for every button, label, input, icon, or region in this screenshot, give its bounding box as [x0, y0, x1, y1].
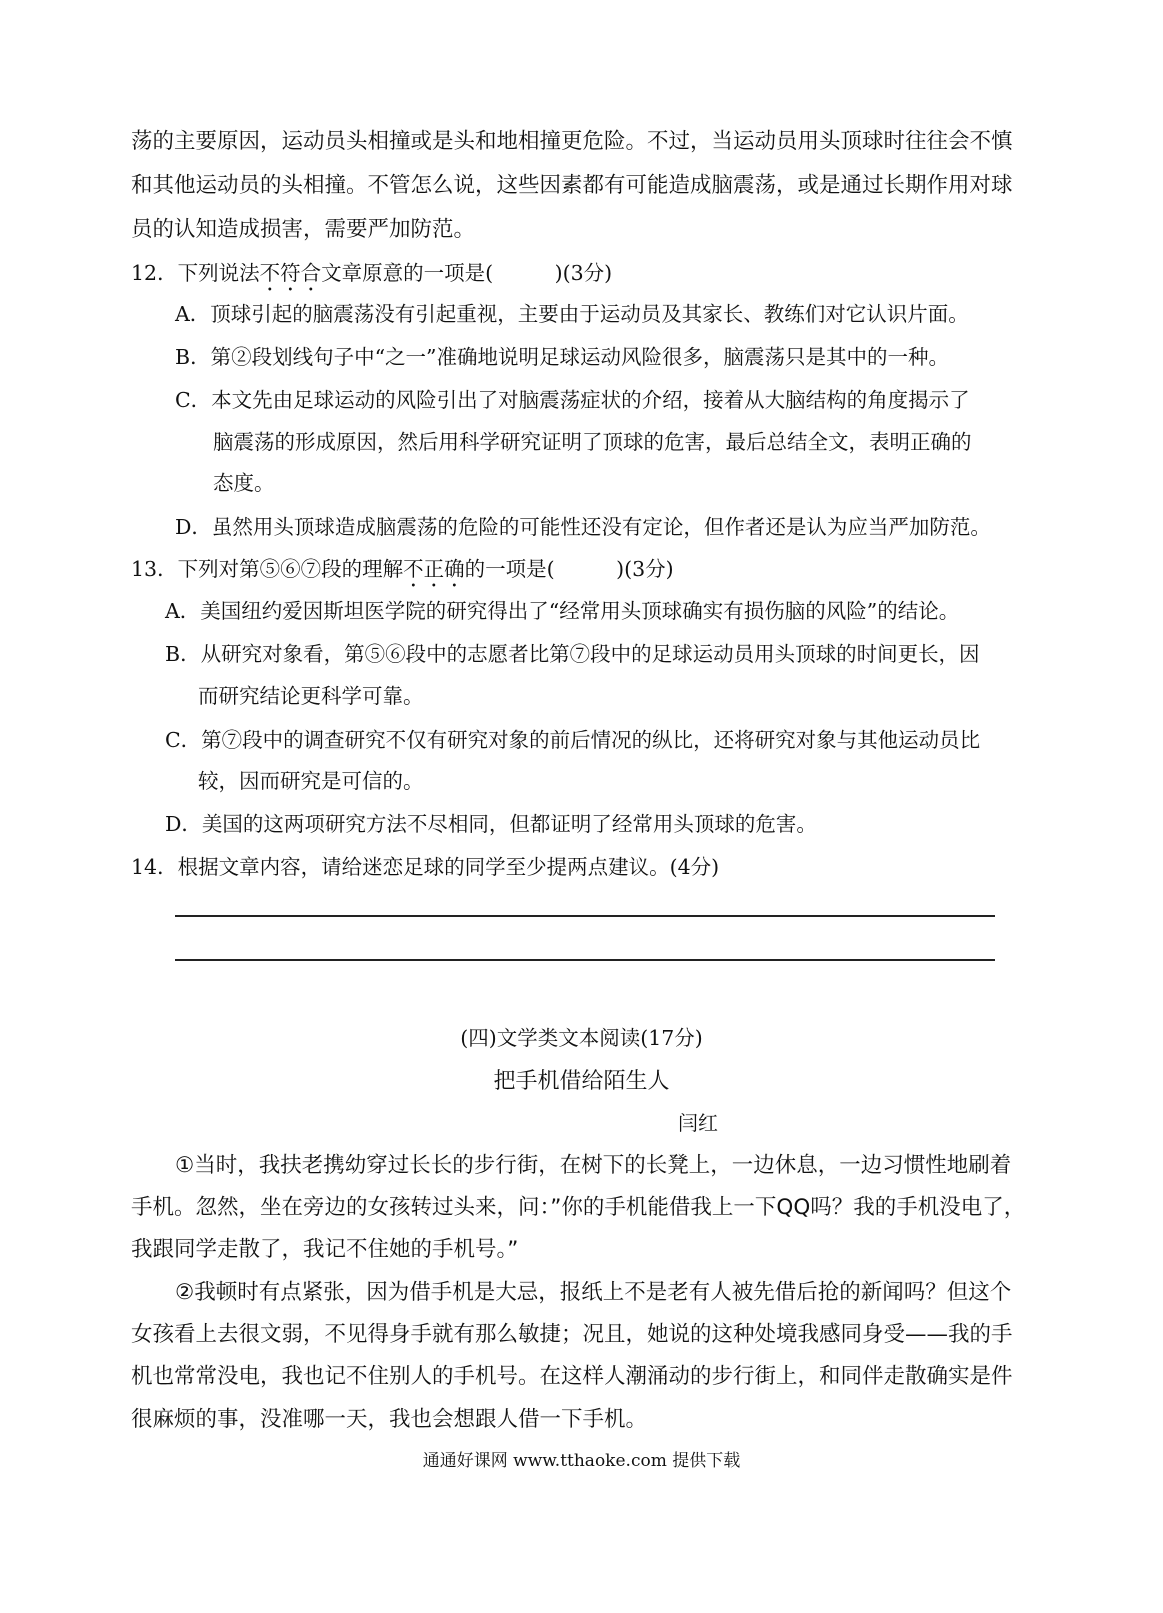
- question-12-stem: [131, 259, 612, 296]
- answer-line-1[interactable]: [175, 915, 995, 917]
- q13-option-a: A．美国纽约爱因斯坦医学院的研究得出了“经常用头顶球确实有损伤脑的风险”的结论。: [165, 599, 960, 623]
- q12-option-c-line3: 态度。: [213, 471, 275, 495]
- q13-option-c-line2: 较，因而研究是可信的。: [198, 769, 424, 793]
- para1-line-2: 手机。忽然，坐在旁边的女孩转过头来，问：”你的手机能借我上一下QQ吗？我的手机没电了，: [131, 1195, 1026, 1220]
- para1-line-1: ①当时，我扶老携幼穿过长长的步行街，在树下的长凳上，一边休息，一边习惯性地刷着: [175, 1153, 1012, 1178]
- q13-option-b-line1: B．从研究对象看，第⑤⑥段中的志愿者比第⑦段中的足球运动员用头顶球的时间更长，因: [165, 642, 980, 666]
- passage-line-3: 员的认知造成损害，需要严加防范。: [131, 217, 476, 242]
- q12-suffix: 文章原意的一项是( )(3分): [321, 261, 613, 285]
- q12-option-a: A．顶球引起的脑震荡没有引起重视，主要由于运动员及其家长、教练们对它认识片面。: [175, 302, 969, 326]
- q13-emphasis: 不正确: [403, 557, 465, 581]
- q12-option-c-line2: 脑震荡的形成原因，然后用科学研究证明了顶球的危害，最后总结全文，表明正确的: [213, 430, 972, 454]
- q13-suffix: 的一项是( )(3分): [464, 557, 674, 581]
- page-footer: 通通好课网 www.tthaoke.com 提供下载: [422, 1451, 741, 1471]
- para2-line-2: 女孩看上去很文弱，不见得身手就有那么敏捷；况且，她说的这种处境我感同身受——我的手: [131, 1322, 1013, 1347]
- article-author: 闫红: [678, 1111, 718, 1135]
- q12-prefix: 12．下列说法: [131, 261, 260, 285]
- question-14: 14．根据文章内容，请给迷恋足球的同学至少提两点建议。(4分): [131, 855, 720, 879]
- q12-option-d: D．虽然用头顶球造成脑震荡的危险的可能性还没有定论，但作者还是认为应当严加防范。: [175, 515, 991, 539]
- q12-emphasis: 不符合: [259, 261, 322, 285]
- question-13-stem: [131, 555, 674, 592]
- passage-line-2: 和其他运动员的头相撞。不管怎么说，这些因素都有可能造成脑震荡，或是通过长期作用对球: [131, 173, 1013, 198]
- q12-option-c-line1: C．本文先由足球运动的风险引出了对脑震荡症状的介绍，接着从大脑结构的角度揭示了: [175, 388, 970, 412]
- q13-prefix: 13．下列对第⑤⑥⑦段的理解: [131, 557, 404, 581]
- q13-option-c-line1: C．第⑦段中的调查研究不仅有研究对象的前后情况的纵比，还将研究对象与其他运动员比: [165, 728, 981, 752]
- para2-line-4: 很麻烦的事，没准哪一天，我也会想跟人借一下手机。: [131, 1407, 648, 1432]
- article-title: 把手机借给陌生人: [493, 1069, 670, 1094]
- q12-option-b: B．第②段划线句子中“之一”准确地说明足球运动风险很多，脑震荡只是其中的一种。: [175, 345, 950, 369]
- q13-option-b-line2: 而研究结论更科学可靠。: [198, 684, 424, 708]
- q13-option-d: D．美国的这两项研究方法不尽相同，但都证明了经常用头顶球的危害。: [165, 812, 817, 836]
- para2-line-1: ②我顿时有点紧张，因为借手机是大忌，报纸上不是老有人被先借后抢的新闻吗？但这个: [175, 1280, 1012, 1305]
- para2-line-3: 机也常常没电，我也记不住别人的手机号。在这样人潮涌动的步行街上，和同伴走散确实是件: [131, 1364, 1013, 1389]
- section-heading: (四)文学类文本阅读(17分): [460, 1026, 703, 1050]
- answer-line-2[interactable]: [175, 959, 995, 961]
- passage-line-1: 荡的主要原因，运动员头相撞或是头和地相撞更危险。不过，当运动员用头顶球时往往会不慎: [131, 129, 1013, 154]
- para1-line-3: 我跟同学走散了，我记不住她的手机号。”: [131, 1237, 519, 1262]
